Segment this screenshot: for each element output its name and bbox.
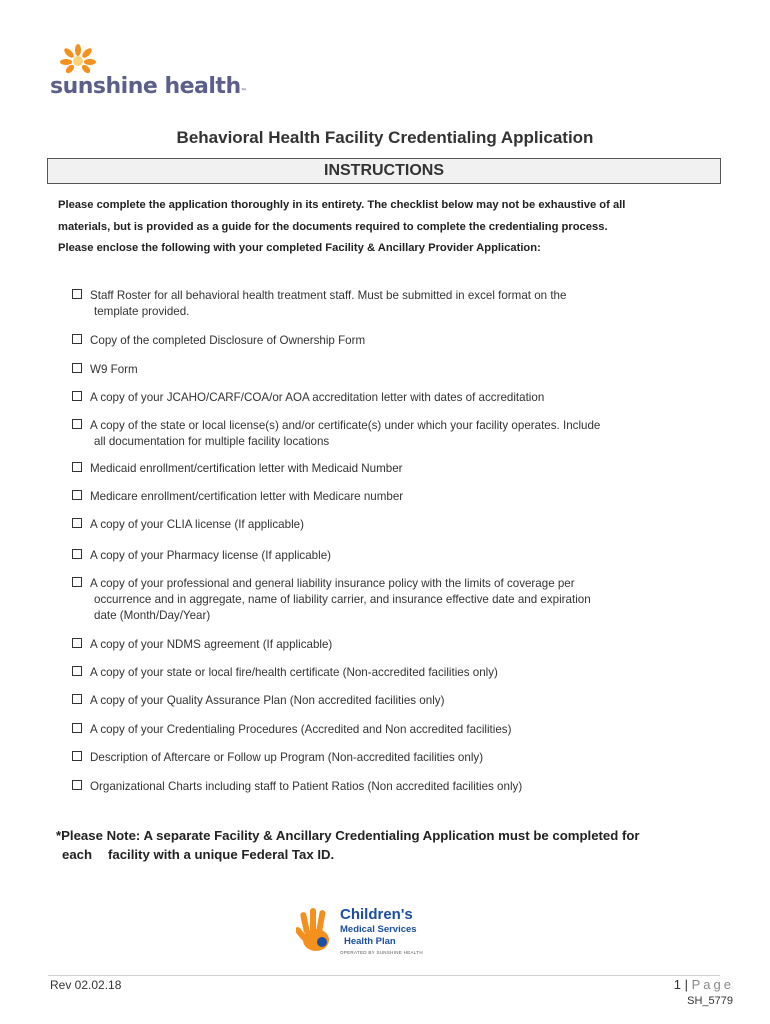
checkbox[interactable]	[72, 334, 82, 344]
note-line: each facility with a unique Federal Tax ID.	[62, 847, 335, 862]
checklist-item: A copy of your Credentialing Procedures (Accredited and Non accredited facilities)	[72, 722, 712, 738]
checkbox[interactable]	[72, 289, 82, 299]
hand-icon	[296, 908, 338, 956]
checkbox[interactable]	[72, 751, 82, 761]
sunshine-flower-icon	[60, 44, 96, 74]
checkbox[interactable]	[72, 391, 82, 401]
checklist-item: Organizational Charts including staff to Patient Ratios (Non accredited facilities only)	[72, 779, 712, 795]
note-line: *Please Note: A separate Facility & Ancillary Credentialing Application must be completed for	[56, 828, 640, 843]
intro-line: Please enclose the following with your completed Facility & Ancillary Provider Application:	[58, 242, 541, 254]
checklist-item: A copy of your state or local fire/health certificate (Non-accredited facilities only)	[72, 665, 712, 681]
checkbox[interactable]	[72, 577, 82, 587]
brand-name: sunshine health™	[50, 74, 247, 99]
checkbox[interactable]	[72, 638, 82, 648]
checklist-item: Medicaid enrollment/certification letter with Medicaid Number	[72, 461, 712, 477]
checklist-item: A copy of your CLIA license (If applicable)	[72, 517, 712, 533]
checklist-item: Description of Aftercare or Follow up Program (Non-accredited facilities only)	[72, 750, 712, 766]
checkbox[interactable]	[72, 780, 82, 790]
checklist-item: Staff Roster for all behavioral health treatment staff. Must be submitted in excel format on the template provided.	[72, 288, 712, 320]
checklist-item: A copy of your professional and general liability insurance policy with the limits of coverage per occurrence and in aggregate, name of liability carrier, and insurance effective date and expiration date (Month/Day/Year)	[72, 576, 712, 624]
instructions-heading: INSTRUCTIONS	[47, 158, 721, 184]
checkbox[interactable]	[72, 419, 82, 429]
checklist-item: A copy of your Pharmacy license (If applicable)	[72, 548, 712, 564]
checkbox[interactable]	[72, 518, 82, 528]
checkbox[interactable]	[72, 723, 82, 733]
intro-line: materials, but is provided as a guide for the documents required to complete the credentialing process.	[58, 220, 608, 233]
intro-paragraph	[58, 195, 723, 260]
checklist-item: Medicare enrollment/certification letter with Medicare number	[72, 489, 712, 505]
page-title: Behavioral Health Facility Credentialing Application	[176, 128, 594, 147]
sunshine-health-logo	[50, 44, 247, 100]
intro-line: Please complete the application thoroughly in its entirety. The checklist below may not be exhaustive of all	[58, 199, 626, 211]
revision-date: Rev 02.02.18	[50, 978, 122, 992]
important-note	[56, 826, 716, 864]
checkbox[interactable]	[72, 363, 82, 373]
checklist-item: A copy of the state or local license(s) and/or certificate(s) under which your facility operates. Include all documentation for multiple facility locations	[72, 418, 712, 450]
page-number: 1 | Page	[673, 977, 734, 992]
footer-divider	[48, 975, 720, 976]
checklist-item: A copy of your JCAHO/CARF/COA/or AOA accreditation letter with dates of accreditation	[72, 390, 712, 406]
checklist-item: W9 Form	[72, 362, 712, 378]
checkbox[interactable]	[72, 549, 82, 559]
checklist-item: A copy of your NDMS agreement (If applicable)	[72, 637, 712, 653]
checklist-item: Copy of the completed Disclosure of Ownership Form	[72, 333, 712, 349]
checklist-item: A copy of your Quality Assurance Plan (Non accredited facilities only)	[72, 693, 712, 709]
document-id: SH_5779	[687, 995, 733, 1007]
checkbox[interactable]	[72, 666, 82, 676]
checkbox[interactable]	[72, 694, 82, 704]
checkbox[interactable]	[72, 490, 82, 500]
childrens-medical-services-logo: Children's Medical Services Health Plan OPERATED BY SUNSHINE HEALTH	[296, 906, 466, 958]
checkbox[interactable]	[72, 462, 82, 472]
